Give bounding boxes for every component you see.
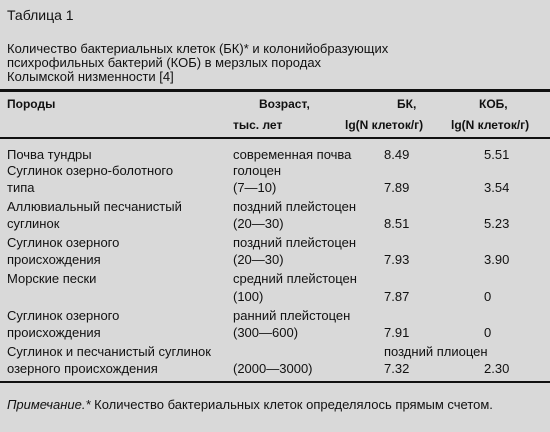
table-cell-kob: 3.90 bbox=[484, 252, 510, 267]
table-cell-bk: 8.51 bbox=[384, 216, 410, 231]
table-cell-kob: 0 bbox=[484, 289, 492, 304]
table-cell-kob: 3.54 bbox=[484, 180, 510, 195]
table-cell-bk: 7.91 bbox=[384, 325, 410, 340]
footnote-label: Примечание.* bbox=[7, 397, 91, 412]
header-kob-unit: lg(N клеток/г) bbox=[451, 118, 530, 132]
table-cell-age: поздний плейстоцен bbox=[233, 199, 357, 214]
table-cell-age: средний плейстоцен bbox=[233, 271, 357, 286]
table-cell-kob: 5.23 bbox=[484, 216, 510, 231]
table-cell-rock: происхождения bbox=[7, 325, 101, 340]
table-bottom-rule bbox=[0, 381, 550, 383]
header-bk: БК, bbox=[397, 97, 417, 111]
table-cell-rock: Аллювиальный песчанистый bbox=[7, 199, 182, 214]
table-cell-age: современная почва bbox=[233, 147, 352, 162]
table-cell-bk: 7.32 bbox=[384, 361, 410, 376]
table-cell-age: (20—30) bbox=[233, 216, 284, 231]
caption-line: Количество бактериальных клеток (БК)* и колонийобразующих bbox=[7, 41, 389, 56]
table-cell-kob: 5.51 bbox=[484, 147, 510, 162]
header-age: Возраст, bbox=[259, 97, 310, 111]
table-title: Таблица 1 bbox=[7, 7, 74, 23]
caption-line: психрофильных бактерий (КОБ) в мерзлых породах bbox=[7, 55, 322, 70]
table-top-rule bbox=[0, 89, 550, 92]
table-cell-bk: 7.93 bbox=[384, 252, 410, 267]
table-footnote bbox=[7, 396, 543, 413]
table-cell-rock: Суглинок и песчанистый суглинок bbox=[7, 344, 211, 359]
table-cell-kob: 2.30 bbox=[484, 361, 510, 376]
table-cell-kob: 0 bbox=[484, 325, 492, 340]
table-cell-age: (20—30) bbox=[233, 252, 284, 267]
table-cell-rock: Суглинок озерного bbox=[7, 235, 120, 250]
table-cell-age: (7—10) bbox=[233, 180, 277, 195]
table-cell-bk: 7.89 bbox=[384, 180, 410, 195]
table-cell-age: поздний плейстоцен bbox=[233, 235, 357, 250]
table-cell-rock: Морские пески bbox=[7, 271, 97, 286]
header-bk-unit: lg(N клеток/г) bbox=[345, 118, 424, 132]
table-cell-rock: Суглинок озерно-болотного bbox=[7, 163, 174, 178]
header-age-unit: тыс. лет bbox=[233, 118, 283, 132]
table-cell-bk: 7.87 bbox=[384, 289, 410, 304]
table-cell-rock: Суглинок озерного bbox=[7, 308, 120, 323]
table-cell-rock: суглинок bbox=[7, 216, 60, 231]
table-cell-age: поздний плиоцен bbox=[384, 344, 488, 359]
table-caption bbox=[7, 42, 543, 84]
table-cell-rock: озерного происхождения bbox=[7, 361, 158, 376]
table-cell-age: (300—600) bbox=[233, 325, 299, 340]
table-cell-age: (2000—3000) bbox=[233, 361, 313, 376]
table-cell-rock: происхождения bbox=[7, 252, 101, 267]
footnote-text: Количество бактериальных клеток определялось прямым счетом. bbox=[90, 397, 493, 412]
header-bottom-rule bbox=[0, 137, 550, 139]
header-kob: КОБ, bbox=[479, 97, 508, 111]
table-cell-rock: Почва тундры bbox=[7, 147, 92, 162]
table-cell-age: (100) bbox=[233, 289, 264, 304]
table-cell-age: голоцен bbox=[233, 163, 282, 178]
caption-line: Колымской низменности [4] bbox=[7, 69, 174, 84]
header-rocks: Породы bbox=[7, 97, 56, 111]
table-cell-age: ранний плейстоцен bbox=[233, 308, 351, 323]
table-cell-bk: 8.49 bbox=[384, 147, 410, 162]
table-cell-rock: типа bbox=[7, 180, 35, 195]
